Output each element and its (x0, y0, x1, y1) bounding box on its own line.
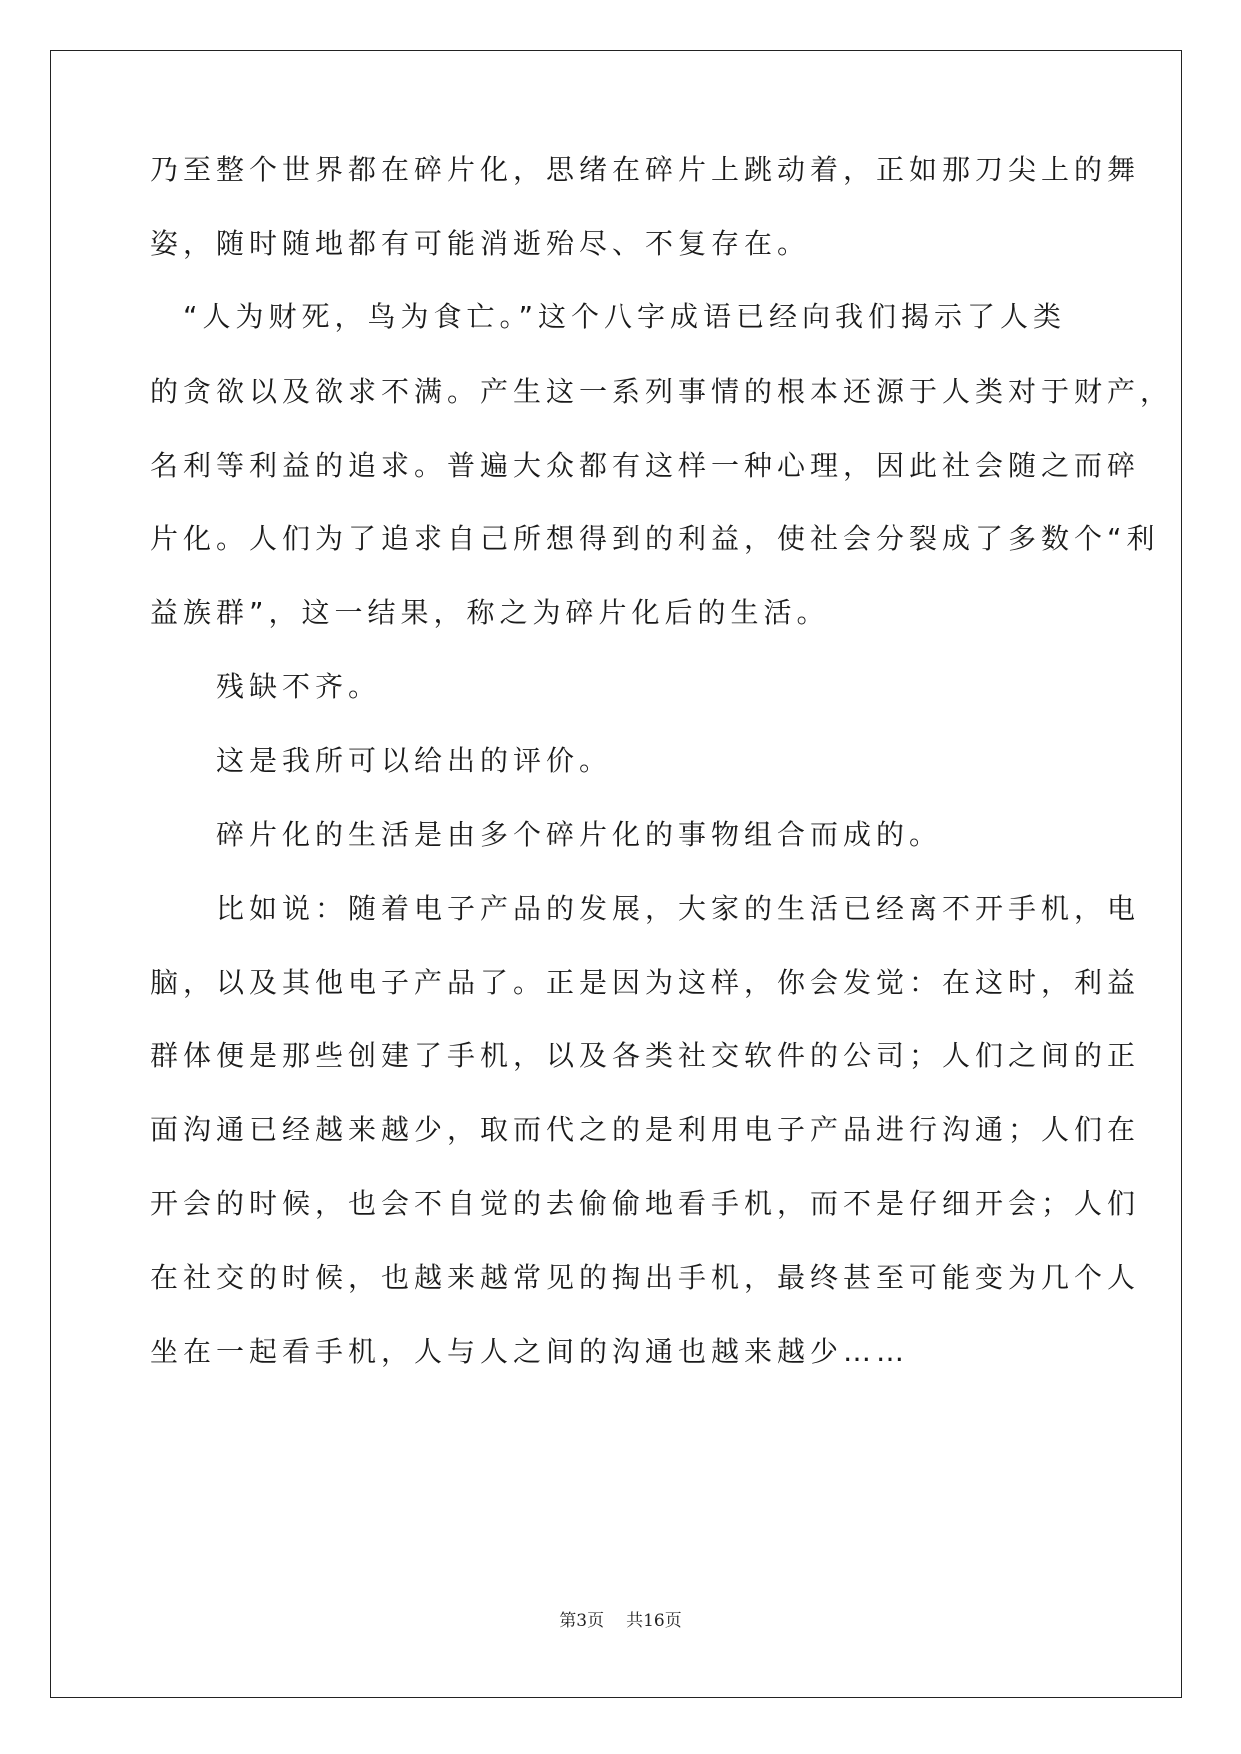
text-line: 片化。人们为了追求自己所想得到的利益，使社会分裂成了多数个“利 (150, 522, 1160, 555)
text-line: “人为财死，鸟为食亡。”这个八字成语已经向我们揭示了人类 (150, 300, 1067, 333)
text-line: 在社交的时候，也越来越常见的掏出手机，最终甚至可能变为几个人 (150, 1261, 1141, 1294)
text-line: 脑，以及其他电子产品了。正是因为这样，你会发觉：在这时，利益 (150, 966, 1141, 999)
text-line: 坐在一起看手机，人与人之间的沟通也越来越少…… (150, 1335, 910, 1368)
page-number: 第3页 (559, 1611, 605, 1631)
text-line: 开会的时候，也会不自觉的去偷偷地看手机，而不是仔细开会；人们 (150, 1187, 1141, 1220)
text-line: 碎片化的生活是由多个碎片化的事物组合而成的。 (150, 818, 943, 851)
text-line: 名利等利益的追求。普遍大众都有这样一种心理，因此社会随之而碎 (150, 449, 1141, 482)
text-line: 乃至整个世界都在碎片化，思绪在碎片上跳动着，正如那刀尖上的舞 (150, 153, 1141, 186)
text-line: 残缺不齐。 (150, 670, 382, 703)
text-line: 益族群”，这一结果，称之为碎片化后的生活。 (150, 596, 830, 629)
text-line: 这是我所可以给出的评价。 (150, 744, 613, 777)
text-line: 姿，随时随地都有可能消逝殆尽、不复存在。 (150, 227, 811, 260)
text-line: 比如说：随着电子产品的发展，大家的生活已经离不开手机，电 (150, 892, 1141, 925)
page-total: 共16页 (626, 1611, 682, 1631)
text-line: 群体便是那些创建了手机，以及各类社交软件的公司；人们之间的正 (150, 1039, 1141, 1072)
page-footer (0, 1606, 1241, 1631)
text-line: 面沟通已经越来越少，取而代之的是利用电子产品进行沟通；人们在 (150, 1113, 1141, 1146)
text-line: 的贪欲以及欲求不满。产生这一系列事情的根本还源于人类对于财产， (150, 375, 1174, 408)
